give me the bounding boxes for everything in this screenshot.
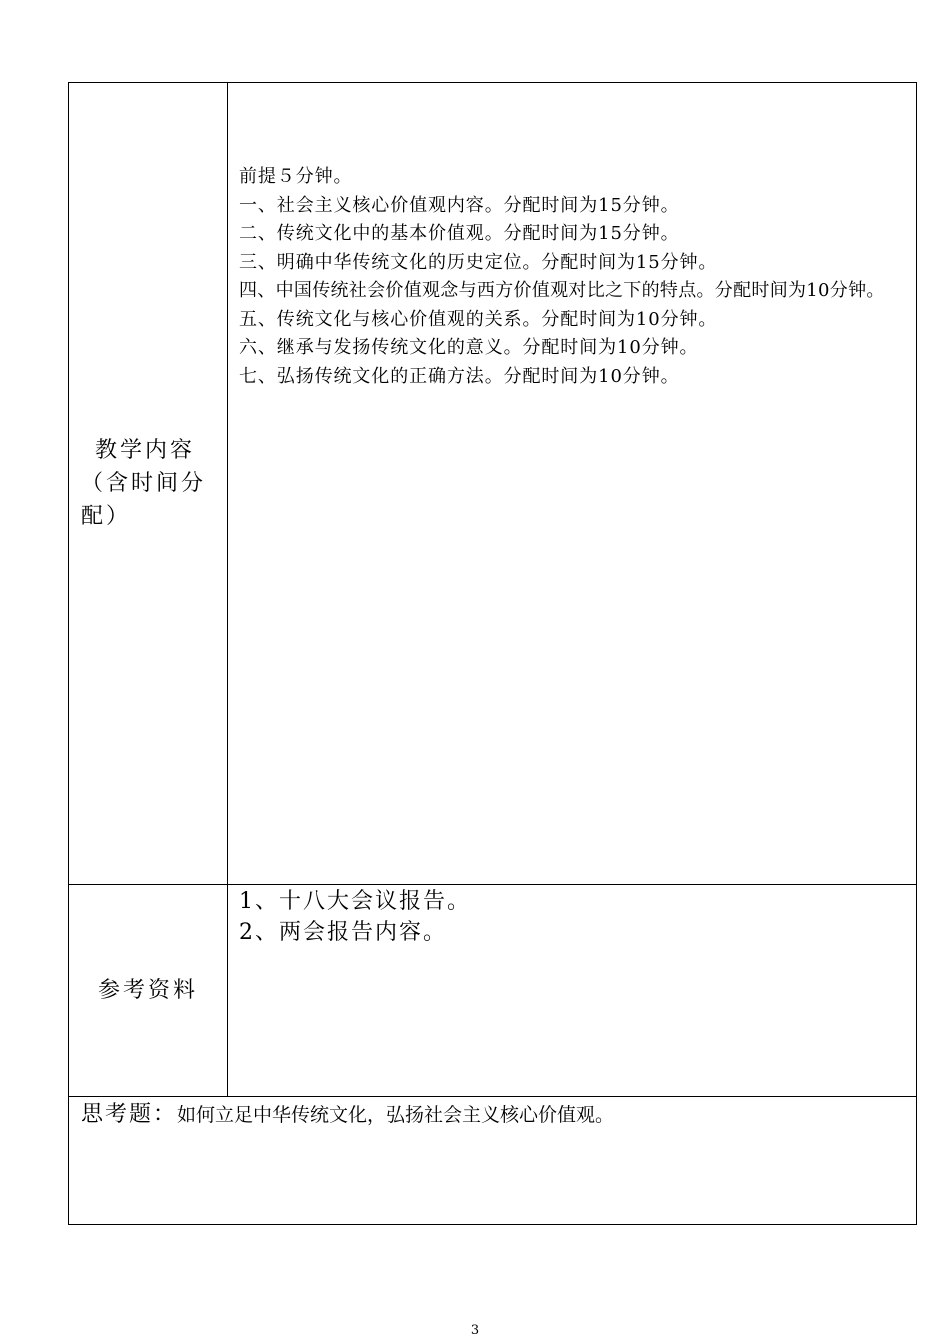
teaching-content-label-cell	[69, 83, 228, 885]
question-label: 思考题：	[81, 1102, 178, 1127]
content-item: 三、明确中华传统文化的历史定位。分配时间为15分钟。	[239, 251, 718, 273]
reference-item: 1、十八大会议报告。	[239, 889, 471, 914]
reference-row	[69, 885, 917, 1097]
teaching-content-list	[228, 83, 916, 391]
content-item: 六、继承与发扬传统文化的意义。分配时间为10分钟。	[239, 337, 699, 358]
teaching-content-label-line3: 配）	[81, 504, 132, 529]
question-row	[69, 1097, 917, 1225]
reference-item: 2、两会报告内容。	[239, 920, 447, 945]
teaching-content-label-line2: （含时间分	[81, 471, 207, 496]
content-item: 五、传统文化与核心价值观的关系。分配时间为10分钟。	[239, 308, 718, 330]
question-text: 如何立足中华传统文化，弘扬社会主义核心价值观。	[177, 1104, 615, 1126]
reference-label-cell	[69, 885, 228, 1097]
reference-list	[228, 885, 916, 948]
page-number: 3	[470, 1323, 480, 1338]
content-item: 前提５分钟。	[239, 166, 353, 187]
teaching-content-row	[69, 83, 917, 885]
content-item: 一、社会主义核心价值观内容。分配时间为15分钟。	[239, 194, 680, 216]
reference-content-cell	[228, 885, 917, 1097]
content-item: 七、弘扬传统文化的正确方法。分配时间为10分钟。	[239, 365, 680, 387]
reference-label: 参考资料	[97, 978, 198, 1003]
teaching-content-cell	[228, 83, 917, 885]
content-item: 四、中国传统社会价值观念与西方价值观对比之下的特点。分配时间为10分钟。	[239, 280, 885, 301]
teaching-content-label-line1: 教学内容	[95, 438, 196, 463]
lesson-plan-table	[68, 82, 917, 1225]
question-cell	[69, 1097, 917, 1225]
question-block	[69, 1097, 916, 1130]
teaching-content-label	[69, 434, 227, 533]
content-item: 二、传统文化中的基本价值观。分配时间为15分钟。	[239, 223, 680, 244]
